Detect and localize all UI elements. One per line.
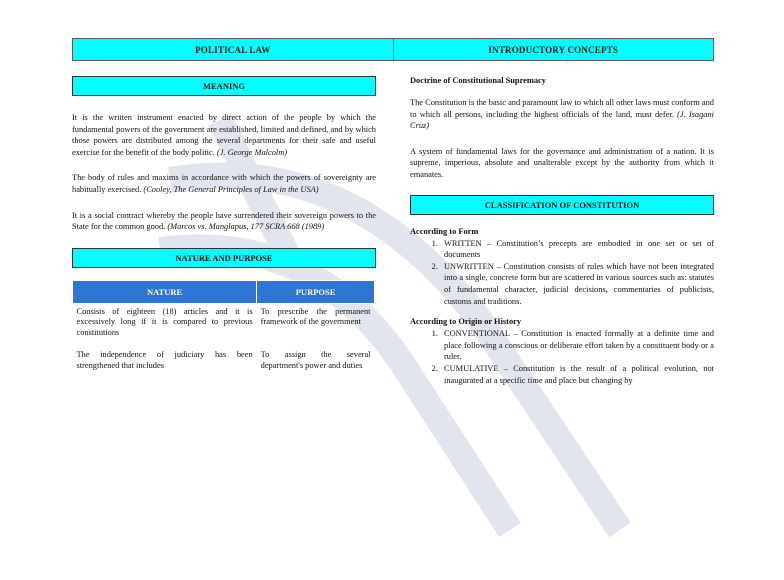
header-topic: INTRODUCTORY CONCEPTS [394, 38, 715, 61]
table-cell: To assign the several department's power and duties [260, 350, 371, 370]
meaning-paragraph-2: The body of rules and maxims in accordance with which the powers of sovereignty are habitually exercised. (Cooley, The General Principles of Law in the USA) [72, 173, 376, 194]
right-column [410, 76, 714, 386]
form-list [410, 238, 714, 308]
origin-subheading: According to Origin or History [410, 317, 522, 327]
table-header-nature: NATURE [73, 280, 257, 303]
meaning-heading: MEANING [72, 76, 376, 96]
table-cell: Consists of eighteen (18) articles and it is excessively long if it is compared to previous constitutions [76, 306, 253, 337]
table-row [73, 303, 375, 347]
table-header-purpose: PURPOSE [257, 280, 375, 303]
nature-purpose-table [72, 280, 375, 374]
doctrine-paragraph-2: A system of fundamental laws for the governance and administration of a nation. It is supreme, imperious, absolute and unalterable except by the authority from which it emanates. [410, 146, 714, 179]
page-header [72, 38, 714, 61]
left-column [72, 76, 376, 373]
nature-purpose-heading: NATURE AND PURPOSE [72, 248, 376, 268]
table-cell: The independence of judiciary has been strengthened that includes [76, 350, 253, 370]
header-subject: POLITICAL LAW [72, 38, 394, 61]
form-subheading: According to Form [410, 226, 479, 236]
doctrine-paragraph-1: The Constitution is the basic and paramount law to which all other laws must conform and to which all persons, including the highest officials of the land, must defer. (J. Isagani Cruz) [410, 98, 714, 131]
list-item: 1. WRITTEN – Constitution’s precepts are embodied in one set or set of documents [440, 238, 714, 261]
meaning-paragraph-1: It is the written instrument enacted by direct action of the people by which the fundamental powers of the government are established, limited and defined, and by which those powers are distributed among the several departments for their safe and useful exercise for the benefit of the body politic. (J. George Malcolm) [72, 113, 376, 157]
doctrine-heading: Doctrine of Constitutional Supremacy [410, 76, 546, 85]
table-row [73, 347, 375, 373]
list-item: 2. UNWRITTEN – Constitution consists of rules which have not been integrated into a single, concrete form but are scattered in various sources such as: statutes of fundamental character, judicial decisions, commentaries of publicists, customs and traditions. [440, 261, 714, 307]
meaning-paragraph-3: It is a social contract whereby the people have surrendered their sovereign powers to the State for the common good. (Marcos vs. Manglapus, 177 SCRA 668 (1989) [72, 210, 376, 232]
classification-heading: CLASSIFICATION OF CONSTITUTION [410, 195, 714, 215]
list-item: 1. CONVENTIONAL – Constitution is enacted formally at a definite time and place following a conscious or deliberate effort taken by a constituent body or a ruler. [440, 328, 714, 363]
origin-list [410, 328, 714, 386]
table-cell: To prescribe the permanent framework of the government [260, 306, 371, 327]
list-item: 2. CUMULATIVE – Constitution is the result of a political evolution, not inaugurated at a specific time and place but changing by [440, 363, 714, 386]
